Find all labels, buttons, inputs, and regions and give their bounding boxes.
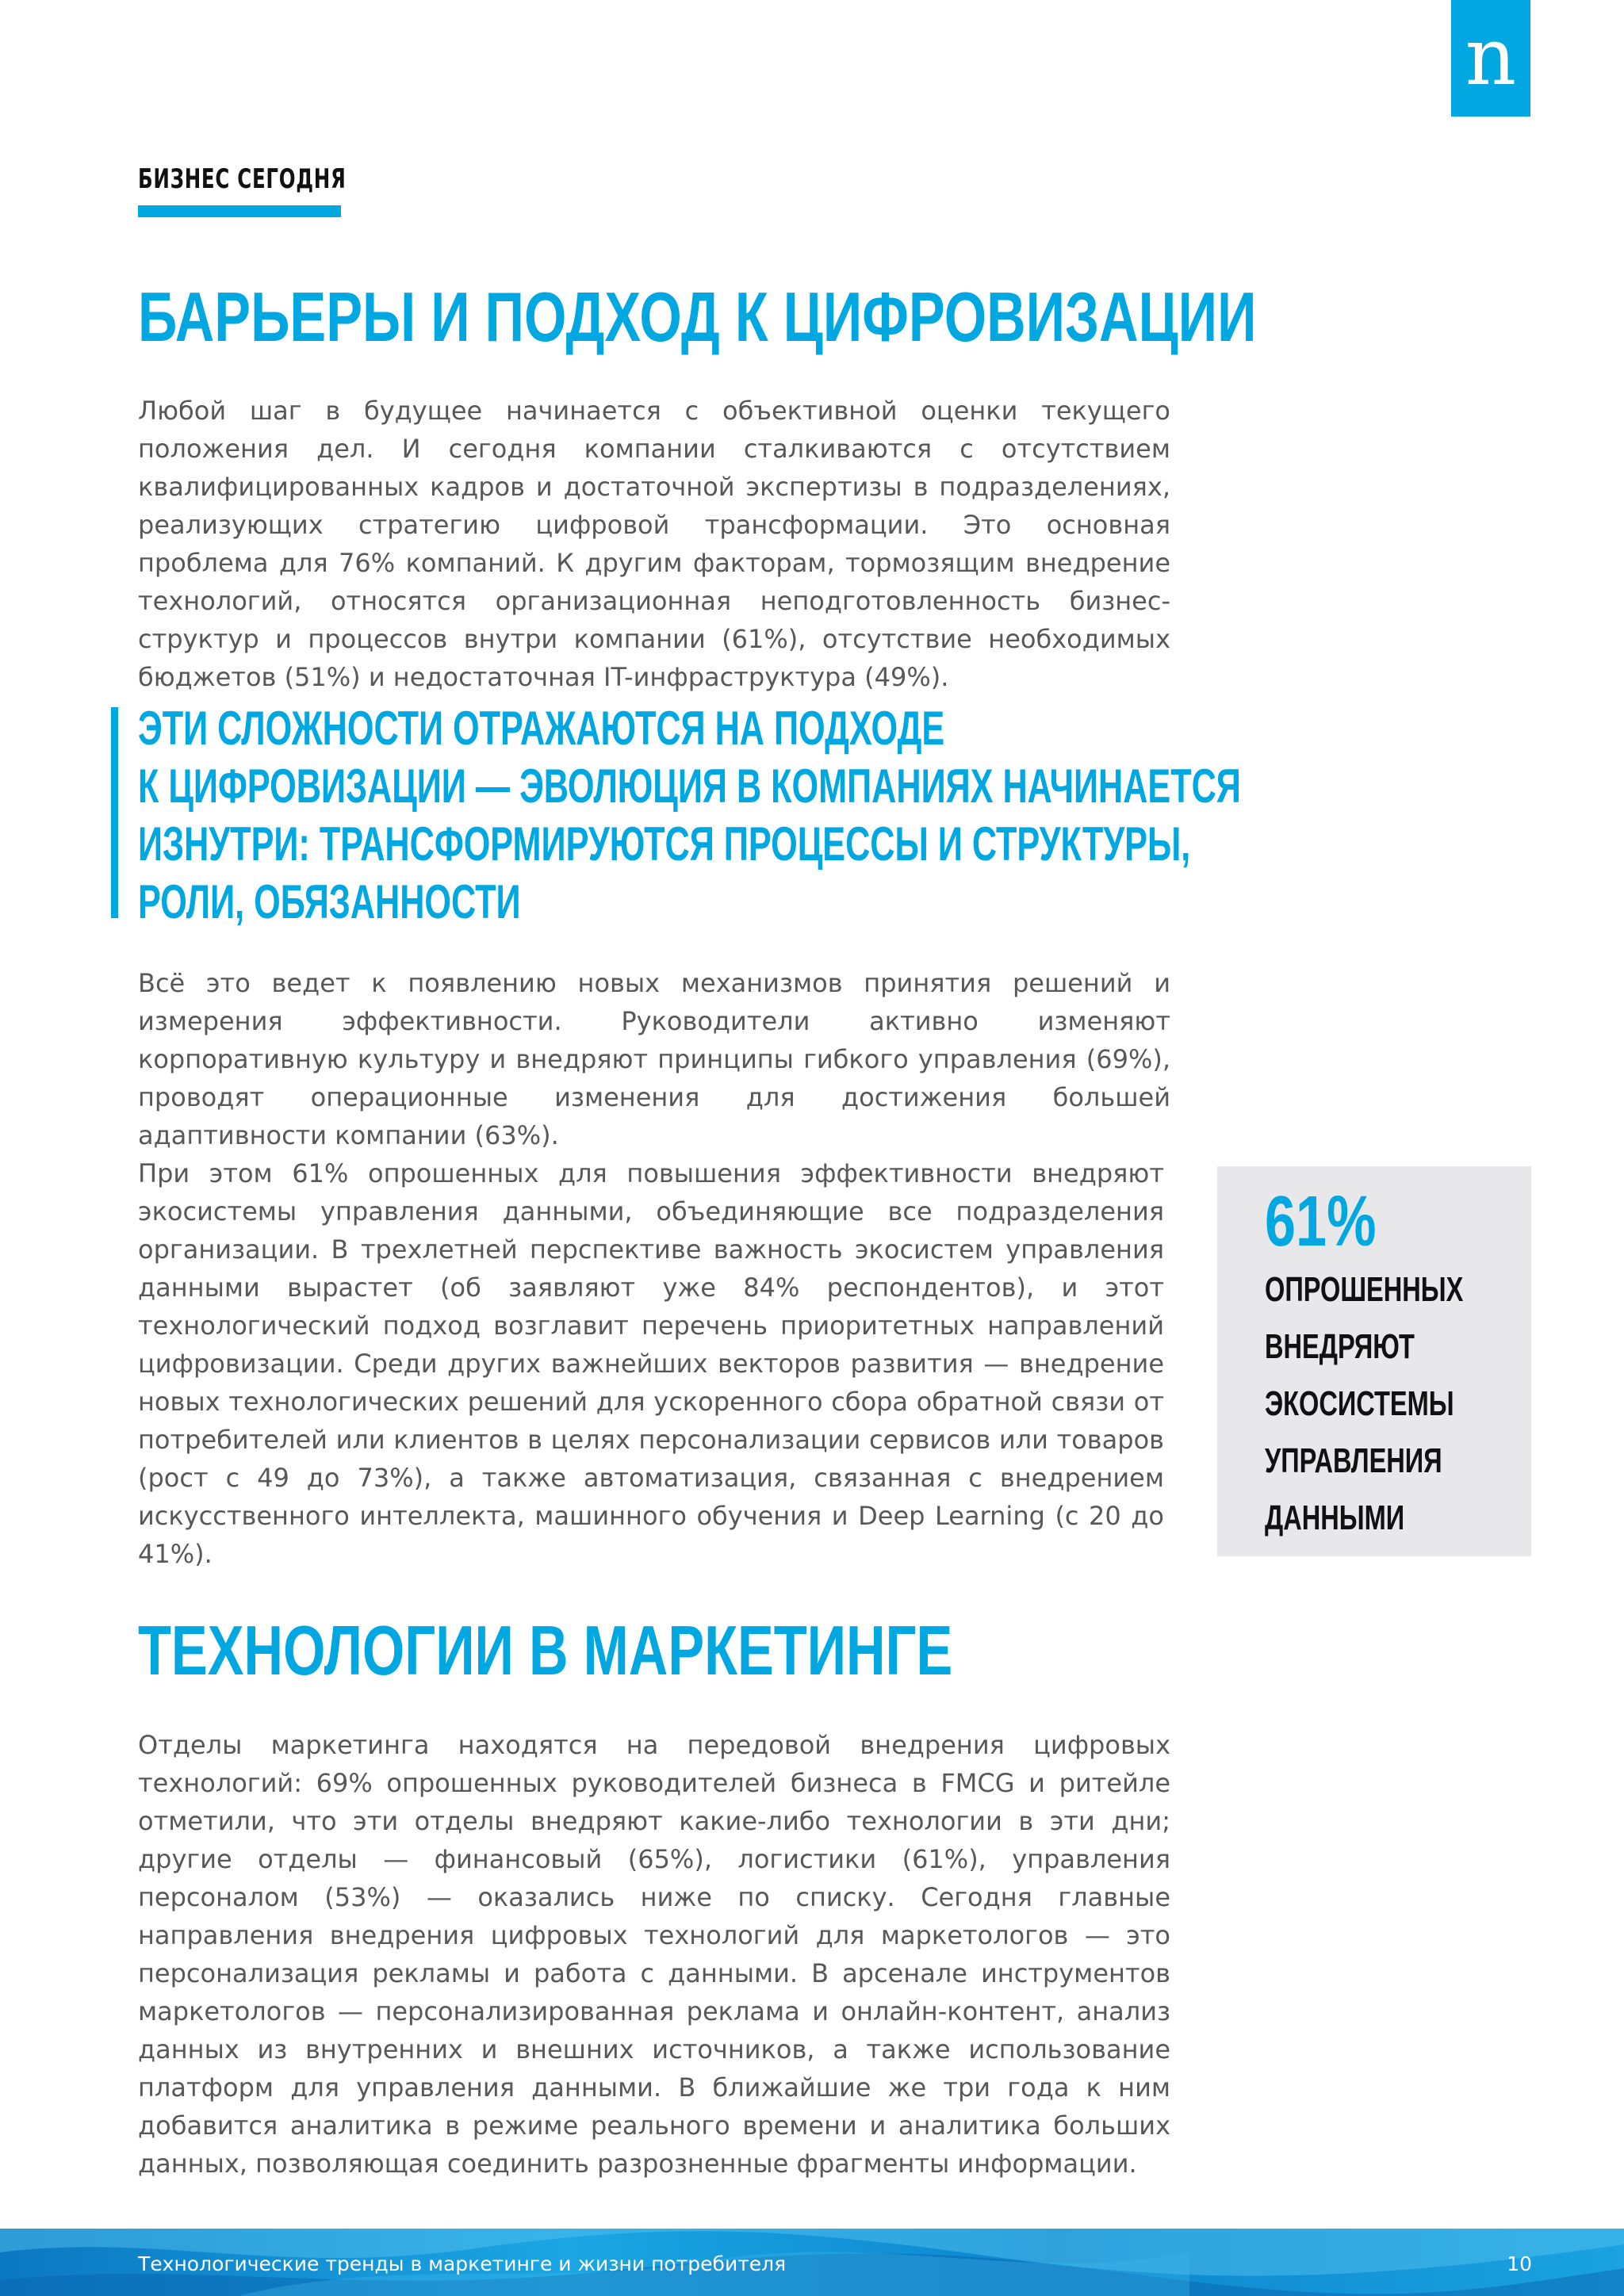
section-label-underline bbox=[138, 205, 341, 217]
pull-quote-line: ЭТИ СЛОЖНОСТИ ОТРАЖАЮТСЯ НА ПОДХОДЕ bbox=[138, 702, 945, 755]
stat-line: ЭКОСИСТЕМЫ bbox=[1265, 1384, 1454, 1423]
brand-logo bbox=[1451, 0, 1530, 117]
page-number: 10 bbox=[1507, 2252, 1532, 2275]
pull-quote-line: К ЦИФРОВИЗАЦИИ — ЭВОЛЮЦИЯ В КОМПАНИЯХ НАЧИНАЕТСЯ bbox=[138, 760, 1241, 813]
pull-quote bbox=[138, 699, 1241, 931]
page-footer bbox=[0, 2229, 1624, 2296]
barriers-heading: БАРЬЕРЫ И ПОДХОД К ЦИФРОВИЗАЦИИ bbox=[138, 277, 1257, 356]
footer-document-title: Технологические тренды в маркетинге и жизни потребителя bbox=[138, 2252, 787, 2275]
stat-line: ОПРОШЕННЫХ bbox=[1265, 1270, 1464, 1309]
section-label: БИЗНЕС СЕГОДНЯ bbox=[138, 163, 347, 195]
marketing-heading: ТЕХНОЛОГИИ В МАРКЕТИНГЕ bbox=[138, 1611, 953, 1689]
brand-logo-letter: n bbox=[1465, 10, 1517, 103]
stat-value: 61% bbox=[1265, 1182, 1377, 1261]
stat-description bbox=[1265, 1261, 1463, 1547]
pull-quote-line: РОЛИ, ОБЯЗАННОСТИ bbox=[138, 875, 521, 928]
quote-accent-bar bbox=[111, 707, 118, 918]
marketing-paragraph: Отделы маркетинга находятся на передовой внедрения цифровых технологий: 69% опрошенных руководителей бизнеса в FMCG и ритейле отметили, что эти отделы внедряют какие-либо технологии в эти дни; другие отделы — финансовый (65%), логистики (61%), управления персоналом (53%) — оказались ниже по списку. Сегодня главные направления внедрения цифровых технологий для маркетологов — это персонализация рекламы и работа с данными. В арсенале инструментов маркетологов — персонализированная реклама и онлайн-контент, анализ данных из внутренних и внешних источников, а также использование платформ для управления данными. В ближайшие же три года к ним добавится аналитика в режиме реального времени и аналитика больших данных, позволяющая соединить разрозненные фрагменты информации. bbox=[138, 1730, 1170, 2179]
barriers-paragraph: Любой шаг в будущее начинается с объективной оценки текущего положения дел. И сегодня компании сталкиваются с отсутствием квалифицированных кадров и достаточной экспертизы в подразделениях, реализующих стратегию цифровой трансформации. Это основная проблема для 76% компаний. К другим факторам, тормозящим внедрение технологий, относятся организационная неподготовленность бизнес-структур и процессов внутри компании (61%), отсутствие необходимых бюджетов (51%) и недостаточная IT-инфраструктура (49%). bbox=[138, 396, 1170, 692]
body-paragraph-2: При этом 61% опрошенных для повышения эффективности внедряют экосистемы управления данными, объединяющие все подразделения организации. В трехлетней перспективе важность экосистем управления данными вырастет (об заявляют уже 84% респондентов), и этот технологический подход возглавит перечень приоритетных направлений цифровизации. Среди других важнейших векторов развития — внедрение новых технологических решений для ускоренного сбора обратной связи от потребителей или клиентов в целях персонализации сервисов или товаров (рост с 49 до 73%), а также автоматизация, связанная с внедрением искусственного интеллекта, машинного обучения и Deep Learning (с 20 до 41%). bbox=[138, 1158, 1164, 1569]
stat-line: УПРАВЛЕНИЯ bbox=[1265, 1441, 1442, 1480]
body-paragraph-1: Всё это ведет к появлению новых механизмов принятия решений и измерения эффективности. Руководители активно изменяют корпоративную культуру и внедряют принципы гибкого управления (69%), проводят операционные изменения для достижения большей адаптивности компании (63%). bbox=[138, 968, 1170, 1150]
stat-line: ВНЕДРЯЮТ bbox=[1265, 1327, 1415, 1366]
stat-line: ДАННЫМИ bbox=[1265, 1498, 1405, 1537]
stat-callout bbox=[1217, 1166, 1531, 1556]
pull-quote-line: ИЗНУТРИ: ТРАНСФОРМИРУЮТСЯ ПРОЦЕССЫ И СТРУКТУРЫ, bbox=[138, 817, 1191, 871]
